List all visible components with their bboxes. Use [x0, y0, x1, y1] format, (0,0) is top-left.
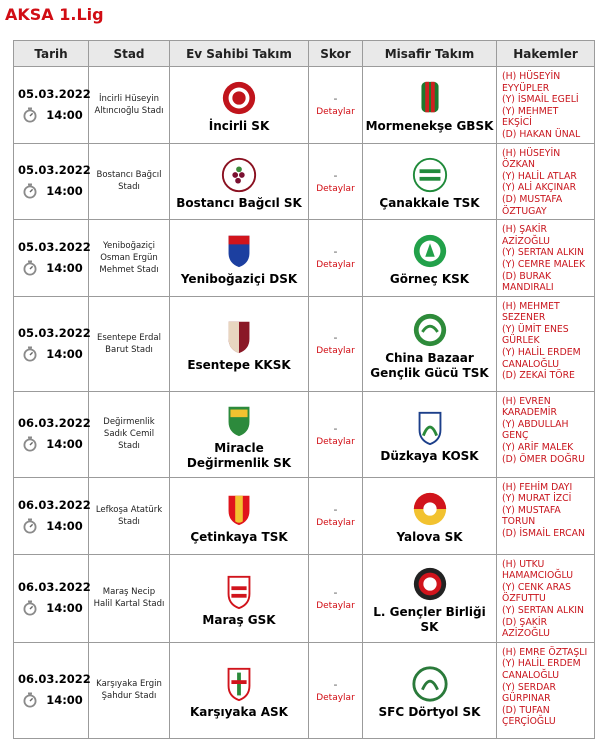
away-team-name[interactable]: Düzkaya KOSK	[380, 448, 479, 463]
home-team-cell	[170, 554, 309, 642]
score-cell	[309, 220, 363, 297]
referee-line: (Y) HALİL ERDEM CANALOĞLU	[502, 347, 581, 370]
match-datetime-cell	[14, 642, 89, 738]
stopwatch-icon	[23, 260, 37, 276]
incirli-sk-logo-icon	[220, 79, 258, 117]
match-time: 14:00	[46, 437, 83, 452]
table-header-row	[14, 41, 595, 67]
away-team-name[interactable]: Görneç KSK	[389, 272, 470, 287]
referees-cell	[497, 296, 595, 391]
stopwatch-icon	[23, 600, 37, 616]
referee-line: (Y) MUSTAFA TORUN	[502, 504, 561, 528]
dortyol-sk-logo-icon	[411, 665, 449, 703]
fixtures-table	[13, 40, 595, 739]
details-link[interactable]: Detaylar	[316, 107, 355, 118]
referee-line: (H) FEHİM DAYI	[502, 481, 573, 493]
referee-line: (Y) ALİ AKÇINAR	[502, 182, 577, 194]
referee-line: (D) ŞAKİR AZİZOĞLU	[502, 616, 550, 640]
away-team-name[interactable]: SFC Dörtyol SK	[378, 704, 481, 719]
mormenekse-gbsk-logo-icon	[411, 79, 449, 117]
yenibogazici-dsk-logo-icon	[220, 232, 258, 270]
match-score: -	[333, 331, 338, 345]
match-datetime-cell	[14, 477, 89, 554]
away-team-name[interactable]: Mormenekşe GBSK	[365, 119, 494, 134]
home-team-cell	[170, 220, 309, 297]
match-score: -	[333, 92, 338, 106]
match-datetime-cell	[14, 143, 89, 220]
table-row	[14, 143, 595, 220]
referee-line: (H) HÜSEYİN ÖZKAN	[502, 147, 561, 171]
cetinkaya-tsk-logo-icon	[220, 490, 258, 528]
match-time: 14:00	[46, 260, 83, 275]
home-team-name[interactable]: Karşıyaka ASK	[190, 704, 288, 719]
home-team-cell	[170, 67, 309, 144]
details-link[interactable]: Detaylar	[316, 346, 355, 357]
away-team-name[interactable]: Çanakkale TSK	[379, 195, 480, 210]
referee-line: (Y) MURAT İZCİ	[502, 493, 572, 505]
home-team-cell	[170, 296, 309, 391]
home-team-name[interactable]: Yeniboğaziçi DSK	[180, 272, 298, 287]
table-row	[14, 391, 595, 477]
stadium-name: Yeniboğaziçi Osman Ergün Mehmet Stadı	[89, 220, 170, 297]
match-time: 14:00	[46, 518, 83, 533]
table-row	[14, 296, 595, 391]
referee-line: (Y) HALİL ATLAR	[502, 170, 577, 182]
stadium-name: Esentepe Erdal Barut Stadı	[89, 296, 170, 391]
referees-cell	[497, 143, 595, 220]
referee-line: (Y) CENK ARAS ÖZFUTTU	[502, 581, 571, 605]
match-date: 05.03.2022	[18, 163, 91, 178]
stopwatch-icon	[23, 692, 37, 708]
referee-line: (D) HAKAN ÜNAL	[502, 128, 581, 140]
referees-cell	[497, 554, 595, 642]
stadium-name: Lefkoşa Atatürk Stadı	[89, 477, 170, 554]
referees-cell	[497, 477, 595, 554]
referee-line: (Y) SERTAN ALKIN	[502, 247, 585, 259]
away-team-cell	[363, 477, 497, 554]
score-cell	[309, 477, 363, 554]
referee-line: (H) EVREN KARADEMİR	[502, 395, 557, 419]
home-team-cell	[170, 477, 309, 554]
match-time: 14:00	[46, 601, 83, 616]
referee-line: (D) BURAK MANDIRALI	[502, 270, 554, 294]
score-cell	[309, 554, 363, 642]
match-datetime-cell	[14, 554, 89, 642]
match-date: 05.03.2022	[18, 86, 91, 101]
gornec-ksk-logo-icon	[411, 232, 449, 270]
details-link[interactable]: Detaylar	[316, 183, 355, 194]
away-team-cell	[363, 391, 497, 477]
away-team-name[interactable]: China Bazaar Gençlik Gücü TSK	[370, 350, 489, 380]
stadium-name: Maraş Necip Halil Kartal Stadı	[89, 554, 170, 642]
match-datetime-cell	[14, 67, 89, 144]
stopwatch-icon	[23, 518, 37, 534]
match-datetime-cell	[14, 296, 89, 391]
match-date: 06.03.2022	[18, 416, 91, 431]
match-date: 06.03.2022	[18, 580, 91, 595]
degirmenlik-sk-logo-icon	[220, 401, 258, 439]
home-team-cell	[170, 391, 309, 477]
referee-line: (H) HÜSEYİN EYYÜPLER	[502, 71, 561, 94]
details-link[interactable]: Detaylar	[316, 436, 355, 447]
home-team-name[interactable]: Esentepe KKSK	[187, 358, 291, 373]
home-team-name[interactable]: İncirli SK	[208, 119, 270, 134]
away-team-name[interactable]: L. Gençler Birliği SK	[373, 605, 486, 635]
match-date: 06.03.2022	[18, 672, 91, 687]
referee-line: (Y) SERTAN ALKIN	[502, 605, 585, 617]
stadium-name: Bostancı Bağcıl Stadı	[89, 143, 170, 220]
referee-line: (D) TUFAN ÇERÇİOĞLU	[502, 704, 556, 728]
away-team-name[interactable]: Yalova SK	[396, 530, 463, 545]
match-date: 06.03.2022	[18, 497, 91, 512]
match-score: -	[333, 585, 338, 599]
details-link[interactable]: Detaylar	[316, 518, 355, 529]
yalova-sk-logo-icon	[411, 490, 449, 528]
referee-line: (Y) MEHMET EKŞİCİ	[502, 105, 559, 129]
score-cell	[309, 67, 363, 144]
away-team-cell	[363, 642, 497, 738]
match-score: -	[333, 245, 338, 259]
referee-line: (Y) ÜMİT ENES GÜRLEK	[502, 323, 569, 347]
details-link[interactable]: Detaylar	[316, 600, 355, 611]
stopwatch-icon	[23, 436, 37, 452]
referee-line: (H) EMRE ÖZTAŞLI	[502, 646, 588, 658]
table-row	[14, 67, 595, 144]
referee-line: (H) MEHMET SEZENER	[502, 300, 560, 324]
table-row	[14, 220, 595, 297]
column-header-home-team: Ev Sahibi Takım	[170, 41, 309, 67]
referee-line: (H) UTKU HAMAMCIOĞLU	[502, 558, 574, 582]
referees-cell	[497, 67, 595, 144]
home-team-name[interactable]: Miracle Değirmenlik SK	[186, 441, 292, 471]
home-team-cell	[170, 642, 309, 738]
bostanci-bagcil-sk-logo-icon	[220, 156, 258, 194]
duzkaya-kosk-logo-icon	[411, 409, 449, 447]
away-team-cell	[363, 296, 497, 391]
column-header-referees: Hakemler	[497, 41, 595, 67]
stadium-name: İncirli Hüseyin Altıncıoğlu Stadı	[89, 67, 170, 144]
match-score: -	[333, 677, 338, 691]
match-score: -	[333, 421, 338, 435]
stopwatch-icon	[23, 107, 37, 123]
match-date: 05.03.2022	[18, 239, 91, 254]
match-score: -	[333, 503, 338, 517]
home-team-name[interactable]: Maraş GSK	[202, 612, 276, 627]
genclerbirligi-sk-logo-icon	[411, 565, 449, 603]
referee-line: (Y) HALİL ERDEM CANALOĞLU	[502, 658, 581, 682]
match-datetime-cell	[14, 220, 89, 297]
match-date: 05.03.2022	[18, 325, 91, 340]
referee-line: (Y) İSMAİL EGELİ	[502, 94, 579, 106]
table-row	[14, 477, 595, 554]
genclik-gucu-tsk-logo-icon	[411, 311, 449, 349]
home-team-name[interactable]: Bostancı Bağcıl SK	[176, 195, 302, 210]
score-cell	[309, 642, 363, 738]
column-header-score: Skor	[309, 41, 363, 67]
match-time: 14:00	[46, 107, 83, 122]
stadium-name: Değirmenlik Sadık Cemil Stadı	[89, 391, 170, 477]
score-cell	[309, 296, 363, 391]
referee-line: (Y) SERDAR GÜRPINAR	[502, 681, 556, 705]
stadium-name: Karşıyaka Ergin Şahdur Stadı	[89, 642, 170, 738]
column-header-stadium: Stad	[89, 41, 170, 67]
maras-gsk-logo-icon	[220, 573, 258, 611]
referee-line: (Y) ABDULLAH GENÇ	[502, 418, 569, 442]
away-team-cell	[363, 143, 497, 220]
column-header-date: Tarih	[14, 41, 89, 67]
match-time: 14:00	[46, 693, 83, 708]
score-cell	[309, 391, 363, 477]
referee-line: (Y) CEMRE MALEK	[502, 258, 586, 270]
referee-line: (Y) ARİF MALEK	[502, 442, 574, 454]
karsiyaka-ask-logo-icon	[220, 665, 258, 703]
referees-cell	[497, 391, 595, 477]
canakkale-tsk-logo-icon	[411, 156, 449, 194]
match-datetime-cell	[14, 391, 89, 477]
score-cell	[309, 143, 363, 220]
match-time: 14:00	[46, 184, 83, 199]
stopwatch-icon	[23, 183, 37, 199]
home-team-cell	[170, 143, 309, 220]
table-row	[14, 554, 595, 642]
details-link[interactable]: Detaylar	[316, 692, 355, 703]
stopwatch-icon	[23, 346, 37, 362]
away-team-cell	[363, 554, 497, 642]
referee-line: (D) MUSTAFA ÖZTUGAY	[502, 193, 563, 217]
referee-line: (D) ÖMER DOĞRU	[502, 453, 585, 465]
referees-cell	[497, 220, 595, 297]
table-row	[14, 642, 595, 738]
column-header-away-team: Misafir Takım	[363, 41, 497, 67]
match-time: 14:00	[46, 346, 83, 361]
page-title: AKSA 1.Lig	[5, 5, 104, 24]
referee-line: (D) ZEKAİ TÖRE	[502, 370, 575, 382]
details-link[interactable]: Detaylar	[316, 260, 355, 271]
home-team-name[interactable]: Çetinkaya TSK	[190, 530, 288, 545]
referee-line: (D) İSMAİL ERCAN	[502, 528, 585, 540]
esentepe-kksk-logo-icon	[220, 318, 258, 356]
referees-cell	[497, 642, 595, 738]
away-team-cell	[363, 220, 497, 297]
match-score: -	[333, 168, 338, 182]
referee-line: (H) ŞAKİR AZİZOĞLU	[502, 224, 550, 247]
away-team-cell	[363, 67, 497, 144]
